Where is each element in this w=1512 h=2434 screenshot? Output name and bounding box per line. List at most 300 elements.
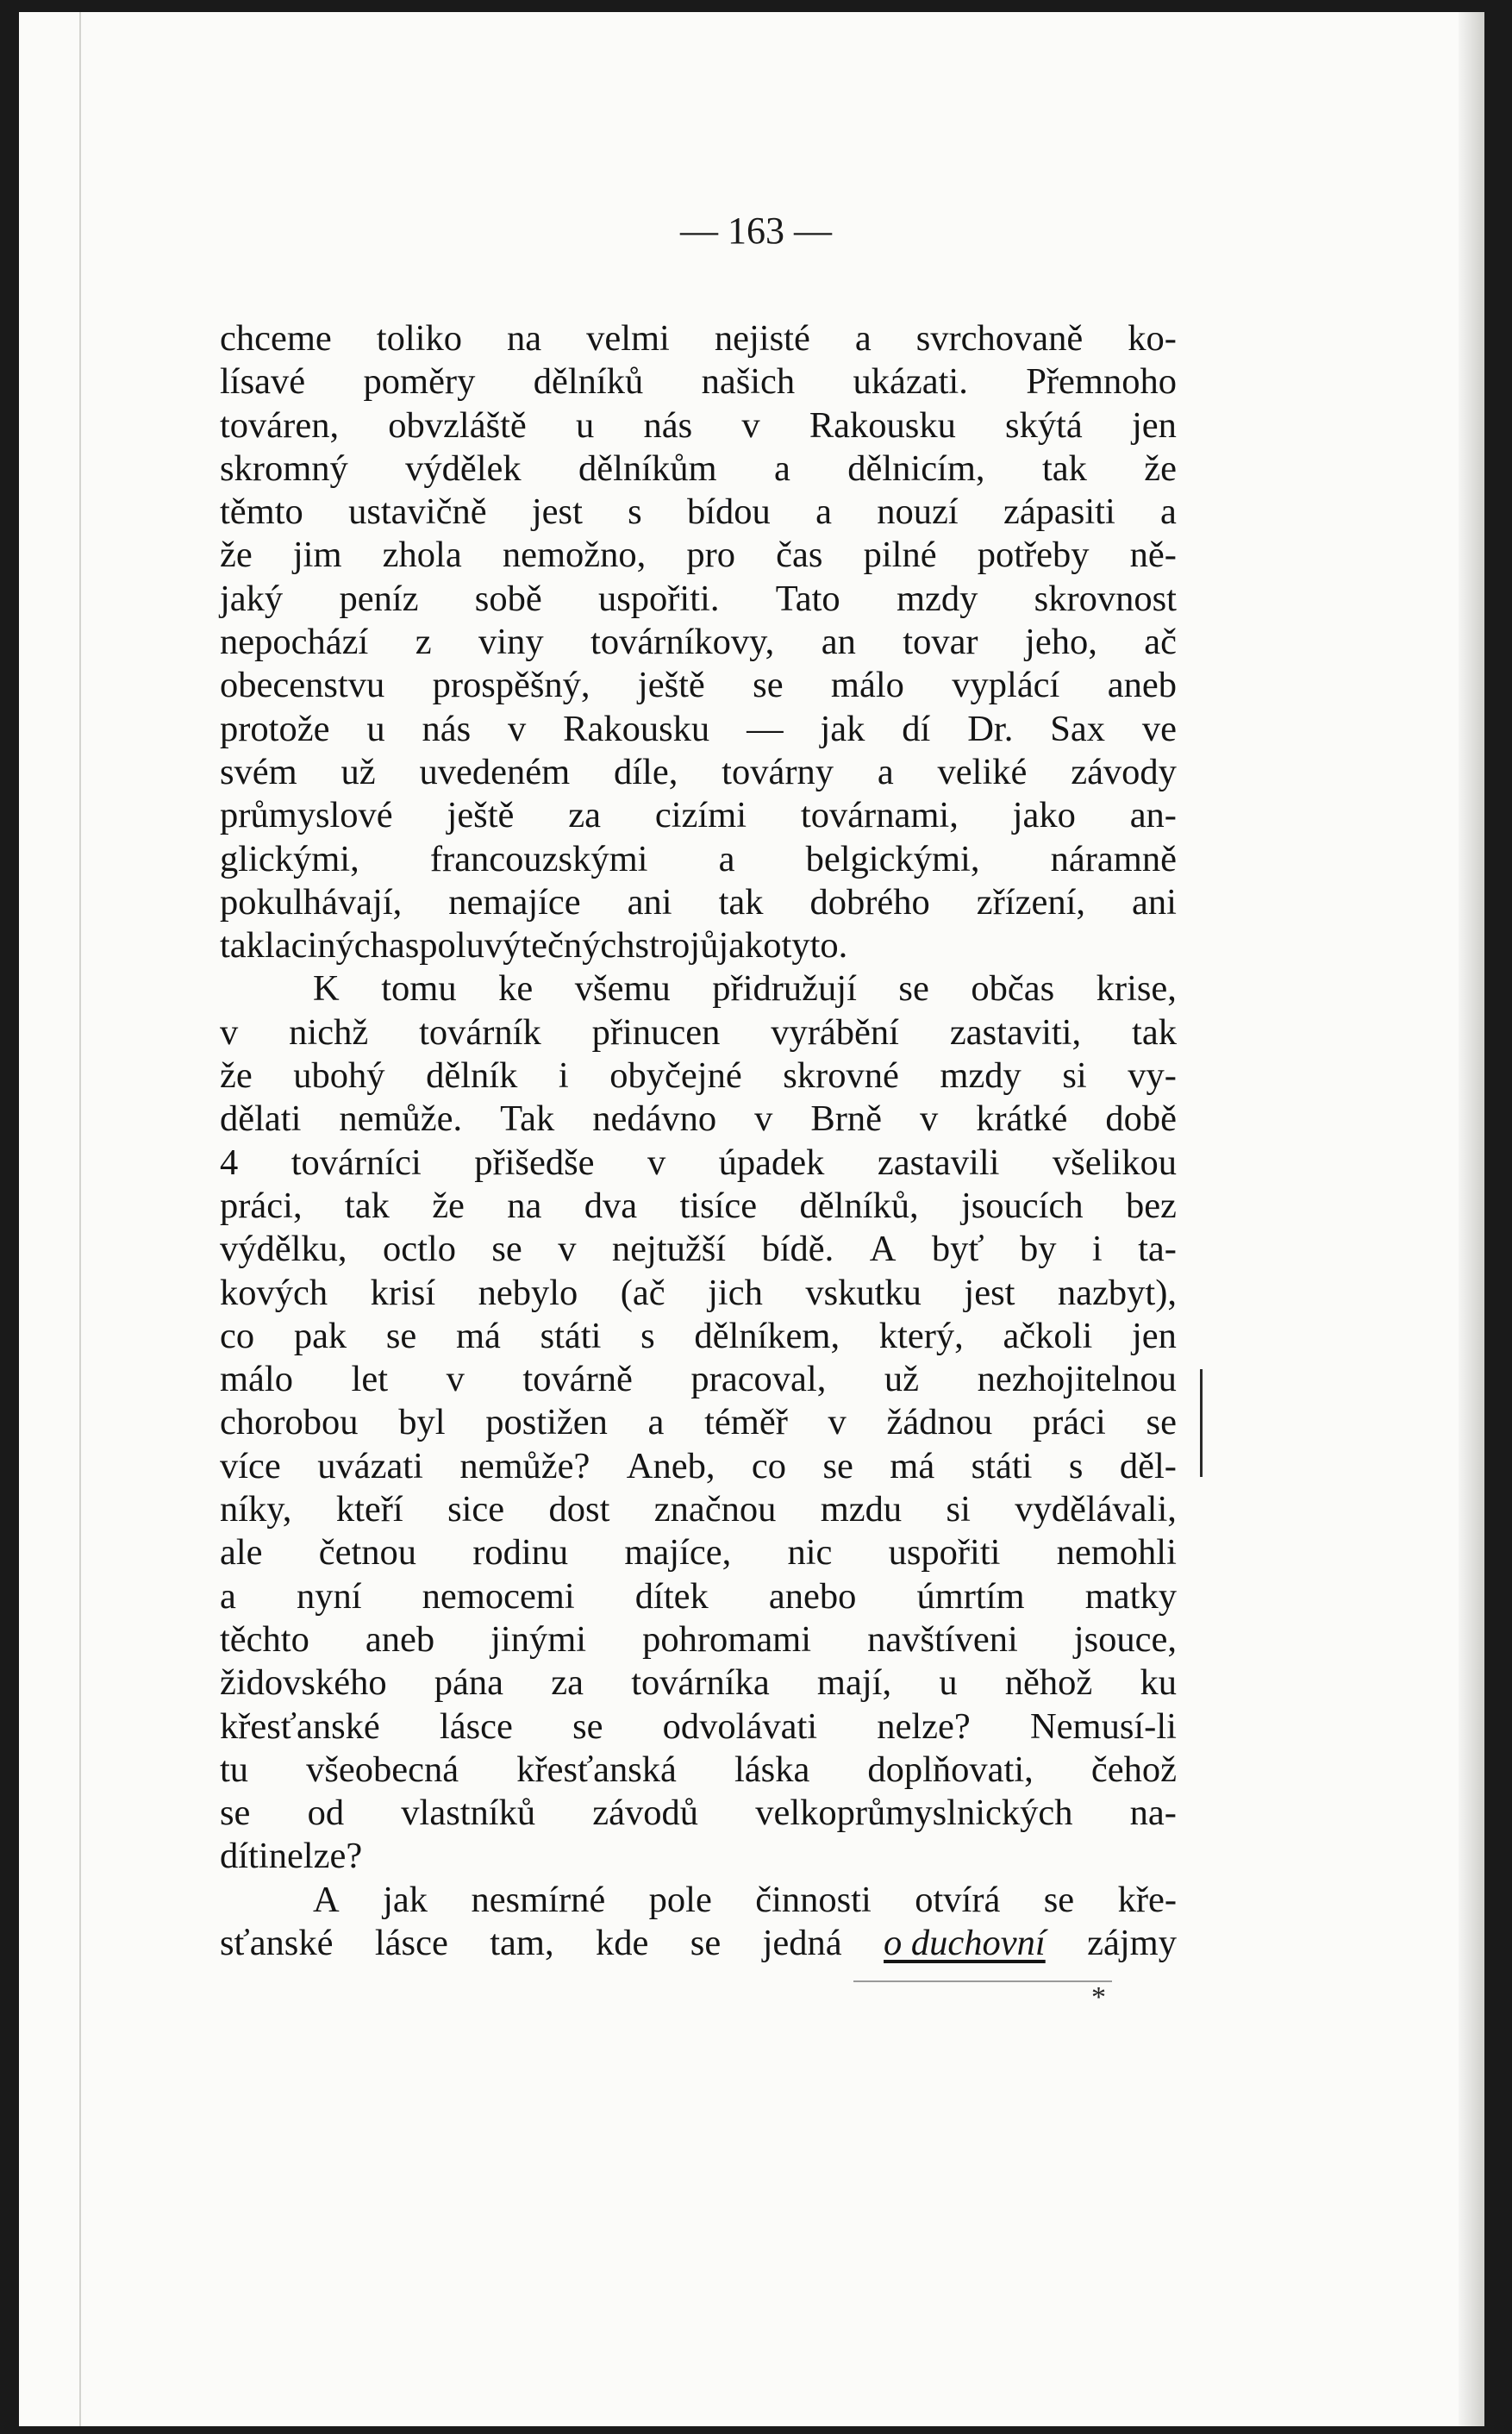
word: jim bbox=[292, 535, 342, 576]
text-line bbox=[220, 751, 1177, 794]
word: továrně bbox=[522, 1359, 633, 1400]
word: i bbox=[558, 1055, 569, 1097]
word: od bbox=[307, 1793, 345, 1834]
text-line bbox=[220, 1272, 1177, 1315]
word: Dr. bbox=[967, 708, 1014, 749]
word: jsoucích bbox=[960, 1185, 1084, 1226]
word: Rakousku bbox=[563, 708, 710, 749]
text-line bbox=[220, 708, 1177, 751]
word: se bbox=[753, 665, 784, 706]
text-line bbox=[220, 1922, 1177, 1965]
word: v bbox=[446, 1359, 465, 1400]
word: A bbox=[869, 1229, 897, 1270]
word: Sax bbox=[1050, 708, 1105, 749]
word: dělníkem, bbox=[694, 1315, 840, 1356]
word: zhola bbox=[382, 535, 462, 576]
word: kde bbox=[596, 1922, 649, 1963]
word: a bbox=[815, 491, 832, 533]
text-line bbox=[220, 794, 1177, 837]
word: v bbox=[828, 1402, 847, 1443]
word: děl- bbox=[1119, 1445, 1177, 1486]
word: továrníka bbox=[631, 1662, 770, 1704]
word: zápasiti bbox=[1003, 491, 1115, 533]
text-line bbox=[220, 404, 1177, 447]
text-line bbox=[220, 1792, 1177, 1835]
word: Rakousku bbox=[809, 404, 956, 446]
word: obvzláště bbox=[388, 404, 527, 446]
word: zřízení, bbox=[976, 881, 1086, 923]
word: jinými bbox=[490, 1618, 587, 1660]
word: zájmy bbox=[1087, 1922, 1177, 1963]
word: Tak bbox=[500, 1098, 555, 1140]
word: ani bbox=[1132, 881, 1177, 923]
word: s bbox=[1068, 1445, 1084, 1486]
word: tisíce bbox=[679, 1185, 758, 1226]
word: ubohý bbox=[293, 1055, 385, 1097]
word: jich bbox=[708, 1272, 763, 1313]
word: se bbox=[220, 1793, 251, 1834]
word: nelze? bbox=[877, 1705, 971, 1747]
word: ani bbox=[627, 881, 672, 923]
word: níky, bbox=[220, 1489, 292, 1530]
word: o duchovní bbox=[884, 1922, 1046, 1963]
word: se bbox=[898, 968, 929, 1010]
word: továrník bbox=[419, 1011, 541, 1053]
word: krise, bbox=[1096, 968, 1177, 1010]
word: viny bbox=[478, 622, 544, 663]
word: jako bbox=[1012, 795, 1076, 836]
text-line bbox=[220, 1661, 1177, 1705]
word: výdělek bbox=[405, 447, 522, 489]
word: u bbox=[576, 404, 595, 446]
word: uvedeném bbox=[419, 751, 571, 792]
word: jsouce, bbox=[1073, 1618, 1177, 1660]
text-line bbox=[220, 1749, 1177, 1792]
word: skrovnost bbox=[1034, 578, 1177, 619]
word: lásce bbox=[439, 1705, 513, 1747]
word: prospěšný, bbox=[432, 665, 590, 706]
word: úmrtím bbox=[916, 1575, 1025, 1617]
word: francouzskými bbox=[429, 838, 648, 879]
word: obyčejné bbox=[609, 1055, 742, 1097]
word: si bbox=[1062, 1055, 1087, 1097]
word: na bbox=[506, 318, 542, 359]
word: nedávno bbox=[592, 1098, 717, 1140]
word: v bbox=[558, 1229, 577, 1270]
word: ve bbox=[1141, 708, 1177, 749]
word: byl bbox=[398, 1402, 446, 1443]
word: co bbox=[220, 1315, 255, 1356]
word: nejisté bbox=[714, 318, 810, 359]
word: velkoprůmyslnických bbox=[755, 1793, 1073, 1834]
word: nelze? bbox=[268, 1836, 363, 1877]
text-line bbox=[220, 317, 1177, 360]
word: majíce, bbox=[624, 1532, 732, 1574]
word: tovar bbox=[903, 622, 978, 663]
word: otvírá bbox=[915, 1879, 1001, 1920]
word: se bbox=[822, 1445, 853, 1486]
word: už bbox=[884, 1359, 920, 1400]
word: všelikou bbox=[1052, 1142, 1177, 1183]
text-line bbox=[220, 1011, 1177, 1054]
text-line bbox=[220, 491, 1177, 534]
word: an bbox=[821, 622, 856, 663]
word: Nemusí-li bbox=[1029, 1705, 1177, 1747]
word: s bbox=[628, 491, 642, 533]
word: náramně bbox=[1050, 838, 1177, 879]
word: který, bbox=[878, 1315, 964, 1356]
word: uvázati bbox=[317, 1445, 423, 1486]
word: nás bbox=[643, 404, 693, 446]
word: dva bbox=[584, 1185, 638, 1226]
word: nebylo bbox=[478, 1272, 578, 1313]
word: pokulhávají, bbox=[220, 881, 403, 923]
word: doplňovati, bbox=[867, 1749, 1034, 1790]
text-line bbox=[220, 1879, 1177, 1922]
word: nemocemi bbox=[422, 1575, 575, 1617]
word: pole bbox=[648, 1879, 712, 1920]
text-line bbox=[220, 664, 1177, 707]
word: kových bbox=[220, 1272, 328, 1313]
word: octlo bbox=[382, 1229, 456, 1270]
word: křesťanské bbox=[220, 1705, 380, 1747]
word: dítek bbox=[634, 1575, 709, 1617]
word: anebo bbox=[768, 1575, 857, 1617]
word: cizími bbox=[654, 795, 747, 836]
word: velmi bbox=[586, 318, 670, 359]
word: z bbox=[415, 622, 432, 663]
word: sice bbox=[447, 1489, 505, 1530]
word: v bbox=[741, 404, 760, 446]
word: spolu bbox=[404, 925, 484, 967]
word: uspořiti bbox=[888, 1532, 1001, 1574]
text-line bbox=[220, 1575, 1177, 1618]
word: v bbox=[220, 1011, 239, 1053]
word: jako bbox=[718, 925, 782, 967]
word: závodů bbox=[592, 1793, 699, 1834]
word: zastaviti, bbox=[949, 1011, 1082, 1053]
word: bez bbox=[1125, 1185, 1177, 1226]
word: křesťanská bbox=[516, 1749, 677, 1790]
word: kře- bbox=[1117, 1879, 1177, 1920]
word: vy- bbox=[1128, 1055, 1177, 1097]
word: aneb bbox=[365, 1618, 435, 1660]
word: ačkoli bbox=[1003, 1315, 1093, 1356]
word: nás bbox=[422, 708, 472, 749]
word: láska bbox=[734, 1749, 810, 1790]
page-edge-line bbox=[79, 12, 81, 2426]
word: dobrého bbox=[809, 881, 930, 923]
word: chorobou bbox=[220, 1402, 359, 1443]
word: jest bbox=[964, 1272, 1015, 1313]
word: dí bbox=[902, 708, 931, 749]
word: 4 bbox=[220, 1142, 239, 1183]
word: továren, bbox=[220, 404, 340, 446]
footnote-asterisk: * bbox=[1091, 1981, 1106, 2013]
word: pro bbox=[686, 535, 736, 576]
word: peníz bbox=[339, 578, 419, 619]
word: chceme bbox=[220, 318, 332, 359]
word: že bbox=[1144, 447, 1177, 489]
text-line bbox=[220, 924, 1177, 967]
word: jeho, bbox=[1025, 622, 1097, 663]
word: ta- bbox=[1138, 1229, 1177, 1270]
word: K bbox=[313, 968, 340, 1010]
word: vydělávali, bbox=[1015, 1489, 1177, 1530]
word: občas bbox=[971, 968, 1055, 1010]
word: továrnami, bbox=[800, 795, 959, 836]
word: zastavili bbox=[877, 1142, 1000, 1183]
word: těmto bbox=[220, 491, 303, 533]
page-number: — 163 — bbox=[680, 210, 832, 252]
word: díti bbox=[220, 1836, 269, 1877]
word: mzdu bbox=[820, 1489, 903, 1530]
word: ač bbox=[1144, 622, 1177, 663]
word: glickými, bbox=[220, 838, 359, 879]
word: vyrábění bbox=[771, 1011, 899, 1053]
word: pohromami bbox=[642, 1618, 812, 1660]
word: v bbox=[754, 1098, 773, 1140]
word: výdělku, bbox=[220, 1229, 347, 1270]
margin-mark bbox=[1200, 1369, 1203, 1477]
word: Brně bbox=[810, 1098, 882, 1140]
word: ko- bbox=[1128, 318, 1177, 359]
word: matky bbox=[1084, 1575, 1177, 1617]
word: jak bbox=[820, 708, 865, 749]
word: na bbox=[507, 1185, 542, 1226]
text-line bbox=[220, 534, 1177, 577]
footnote-rule bbox=[853, 1980, 1112, 1982]
word: poměry bbox=[363, 361, 476, 403]
word: Tato bbox=[775, 578, 840, 619]
word: skrovné bbox=[783, 1055, 899, 1097]
word: kteří bbox=[335, 1489, 403, 1530]
word: protože bbox=[220, 708, 330, 749]
word: i bbox=[1091, 1229, 1103, 1270]
word: u bbox=[939, 1662, 958, 1704]
word: lásce bbox=[374, 1922, 448, 1963]
text-line bbox=[220, 1185, 1177, 1228]
word: dělníků, bbox=[799, 1185, 919, 1226]
word: dost bbox=[548, 1489, 610, 1530]
text-line bbox=[220, 1358, 1177, 1401]
word: továrníkovy, bbox=[590, 622, 775, 663]
word: rodinu bbox=[472, 1532, 569, 1574]
word: postižen bbox=[485, 1402, 608, 1443]
word: pána bbox=[434, 1662, 504, 1704]
word: obecenstvu bbox=[220, 665, 385, 706]
word: jen bbox=[1131, 404, 1177, 446]
word: nemožno, bbox=[502, 535, 647, 576]
word: svrchovaně bbox=[915, 318, 1084, 359]
text-line bbox=[220, 1445, 1177, 1488]
text-line bbox=[220, 1531, 1177, 1574]
word: Přemnoho bbox=[1026, 361, 1177, 403]
body-text bbox=[220, 317, 1177, 1965]
word: se bbox=[690, 1922, 722, 1963]
text-line bbox=[220, 578, 1177, 621]
text-line bbox=[220, 967, 1177, 1011]
word: ale bbox=[220, 1532, 263, 1574]
word: našich bbox=[701, 361, 796, 403]
word: byť bbox=[931, 1229, 984, 1270]
word: díle, bbox=[613, 751, 678, 792]
word: všemu bbox=[574, 968, 671, 1010]
word: lísavé bbox=[220, 361, 306, 403]
word: uspořiti. bbox=[597, 578, 720, 619]
word: nic bbox=[787, 1532, 833, 1574]
word: práci, bbox=[220, 1185, 303, 1226]
text-line bbox=[220, 1142, 1177, 1185]
word: a bbox=[220, 1575, 236, 1617]
word: četnou bbox=[318, 1532, 417, 1574]
word: jedná bbox=[762, 1922, 842, 1963]
word: značnou bbox=[653, 1489, 777, 1530]
word: dělnicím, bbox=[847, 447, 985, 489]
word: — bbox=[747, 708, 784, 749]
word: Aneb, bbox=[626, 1445, 715, 1486]
word: u bbox=[366, 708, 385, 749]
word: tomu bbox=[381, 968, 457, 1010]
word: tu bbox=[220, 1749, 249, 1790]
word: nemůže. bbox=[339, 1098, 463, 1140]
word: nazbyt), bbox=[1057, 1272, 1177, 1313]
text-line bbox=[220, 1835, 1177, 1878]
word: krátké bbox=[976, 1098, 1068, 1140]
word: čehož bbox=[1090, 1749, 1177, 1790]
word: ještě bbox=[447, 795, 515, 836]
page-right-shadow bbox=[1459, 12, 1484, 2426]
word: se bbox=[1043, 1879, 1075, 1920]
word: tak bbox=[718, 881, 764, 923]
word: mzdy bbox=[896, 578, 978, 619]
word: ku bbox=[1140, 1662, 1177, 1704]
word: dělníkům bbox=[578, 447, 717, 489]
word: se bbox=[1146, 1402, 1177, 1443]
word: tak bbox=[1041, 447, 1087, 489]
word: se bbox=[385, 1315, 417, 1356]
word: žádnou bbox=[886, 1402, 993, 1443]
word: málo bbox=[830, 665, 904, 706]
word: an- bbox=[1129, 795, 1177, 836]
word: všeobecná bbox=[306, 1749, 459, 1790]
word: ke bbox=[498, 968, 534, 1010]
word: a bbox=[877, 751, 894, 792]
word: nemohli bbox=[1056, 1532, 1177, 1574]
word: dělníků bbox=[533, 361, 644, 403]
word: tam, bbox=[490, 1922, 554, 1963]
word: skromný bbox=[220, 447, 348, 489]
word: se bbox=[491, 1229, 522, 1270]
word: pak bbox=[293, 1315, 347, 1356]
word: navštíveni bbox=[867, 1618, 1018, 1660]
word: nesmírné bbox=[471, 1879, 606, 1920]
word: laciných bbox=[264, 925, 389, 967]
text-line bbox=[220, 838, 1177, 881]
word: přinucen bbox=[591, 1011, 721, 1053]
word: mzdy bbox=[940, 1055, 1022, 1097]
word: málo bbox=[220, 1359, 293, 1400]
word: a bbox=[388, 925, 405, 967]
word: na- bbox=[1129, 1793, 1177, 1834]
word: svém bbox=[220, 751, 297, 792]
word: odvolávati bbox=[662, 1705, 818, 1747]
text-line bbox=[220, 881, 1177, 924]
word: továrníci bbox=[291, 1142, 422, 1183]
word: skýtá bbox=[1005, 404, 1083, 446]
word: ještě bbox=[637, 665, 705, 706]
word: průmyslové bbox=[220, 795, 393, 836]
word: má bbox=[455, 1315, 501, 1356]
word: za bbox=[551, 1662, 584, 1704]
word: s bbox=[640, 1315, 655, 1356]
word: že bbox=[220, 1055, 253, 1097]
word: že bbox=[220, 535, 253, 576]
word: sobě bbox=[474, 578, 542, 619]
word: přišedše bbox=[474, 1142, 595, 1183]
word: belgickými, bbox=[805, 838, 980, 879]
text-line bbox=[220, 447, 1177, 491]
word: ukázati. bbox=[853, 361, 968, 403]
word: nemůže? bbox=[459, 1445, 590, 1486]
word: továrny bbox=[722, 751, 834, 792]
word: už bbox=[341, 751, 376, 792]
word: vlastníků bbox=[401, 1793, 536, 1834]
word: strojů bbox=[634, 925, 719, 967]
text-line bbox=[220, 1228, 1177, 1271]
word: něhož bbox=[1004, 1662, 1093, 1704]
word: nyní bbox=[296, 1575, 362, 1617]
word: více bbox=[220, 1445, 281, 1486]
word: pracoval, bbox=[690, 1359, 827, 1400]
word: bídou bbox=[687, 491, 771, 533]
word: tak bbox=[220, 925, 265, 967]
word: mají, bbox=[816, 1662, 892, 1704]
word: bídě. bbox=[761, 1229, 834, 1270]
word: v bbox=[919, 1098, 939, 1140]
word: a bbox=[1160, 491, 1177, 533]
word: vskutku bbox=[805, 1272, 922, 1313]
word: A bbox=[313, 1879, 340, 1920]
word: tak bbox=[344, 1185, 390, 1226]
word: se bbox=[572, 1705, 603, 1747]
word: nouzí bbox=[877, 491, 959, 533]
text-line bbox=[220, 621, 1177, 664]
word: státi bbox=[971, 1445, 1033, 1486]
word: jak bbox=[383, 1879, 428, 1920]
word: sťanské bbox=[220, 1922, 334, 1963]
word: výtečných bbox=[484, 925, 635, 967]
word: těchto bbox=[220, 1618, 309, 1660]
word: téměř bbox=[704, 1402, 788, 1443]
word: aneb bbox=[1107, 665, 1177, 706]
word: nichž bbox=[289, 1011, 369, 1053]
text-line bbox=[220, 1488, 1177, 1531]
word: nezhojitelnou bbox=[977, 1359, 1177, 1400]
word: krisí bbox=[370, 1272, 436, 1313]
word: ně- bbox=[1129, 535, 1177, 576]
text-line bbox=[220, 1315, 1177, 1358]
text-line bbox=[220, 1054, 1177, 1098]
word: má bbox=[890, 1445, 935, 1486]
word: si bbox=[946, 1489, 971, 1530]
word: a bbox=[773, 447, 790, 489]
text-line bbox=[220, 360, 1177, 404]
word: toliko bbox=[376, 318, 462, 359]
word: době bbox=[1105, 1098, 1177, 1140]
word: jen bbox=[1131, 1315, 1177, 1356]
word: let bbox=[351, 1359, 389, 1400]
